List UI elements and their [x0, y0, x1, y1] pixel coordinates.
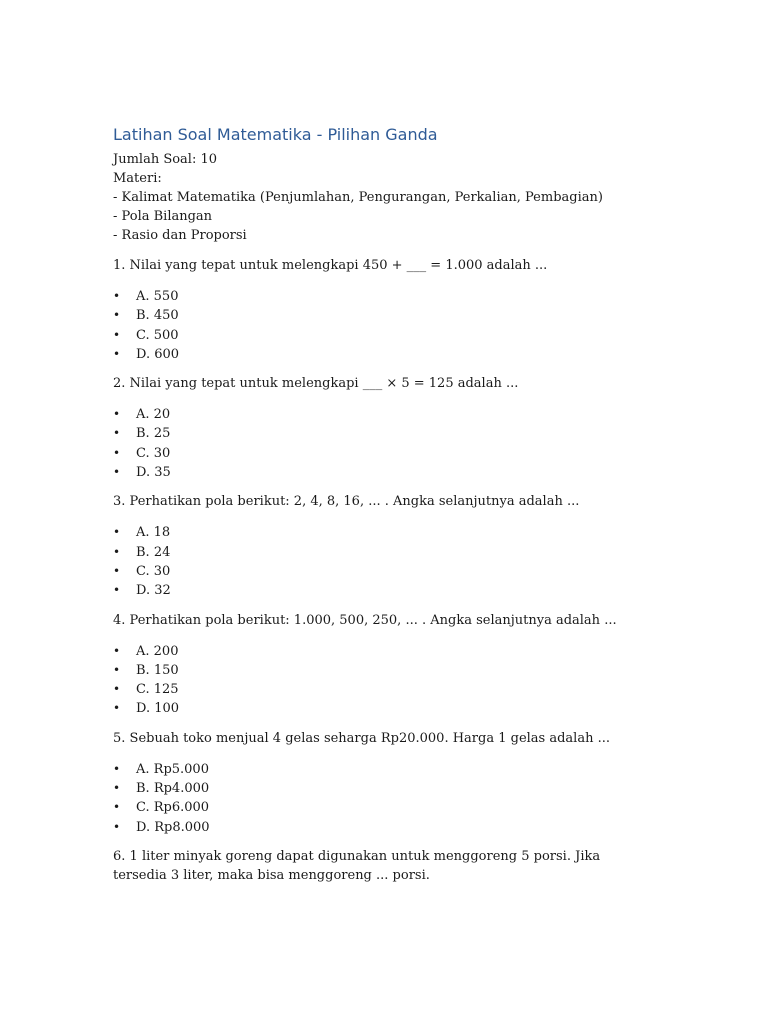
question-text: 6. 1 liter minyak goreng dapat digunakan untuk menggoreng 5 porsi. Jika tersedia 3 liter, maka bisa menggoreng ... porsi.: [113, 848, 601, 883]
option-label: B. 450: [136, 308, 179, 324]
option-label: A. Rp5.000: [136, 761, 209, 777]
option-item: [113, 345, 768, 364]
question-text: 2. Nilai yang tepat untuk melengkapi ___ × 5 = 125 adalah ...: [113, 376, 519, 392]
option-item: [113, 543, 768, 562]
option-label: B. 24: [136, 544, 171, 560]
option-item: [113, 642, 768, 661]
option-item: [113, 287, 768, 306]
question-text: 4. Perhatikan pola berikut: 1.000, 500, 250, ... . Angka selanjutnya adalah ...: [113, 612, 617, 628]
option-label: C. 30: [136, 445, 171, 461]
option-label: B. 150: [136, 662, 179, 678]
option-list: [113, 642, 768, 719]
option-label: D. 100: [136, 701, 180, 717]
bullet-icon: •: [113, 346, 121, 361]
option-item: [113, 798, 768, 817]
option-item: [113, 306, 768, 325]
bullet-icon: •: [113, 682, 121, 697]
question-count: Jumlah Soal: 10: [113, 152, 218, 167]
option-list: [113, 287, 768, 364]
meta-block: [113, 150, 768, 245]
bullet-icon: •: [113, 407, 121, 422]
option-item: [113, 326, 768, 345]
materi-item: - Kalimat Matematika (Penjumlahan, Pengurangan, Perkalian, Pembagian): [113, 190, 603, 205]
option-list: [113, 405, 768, 482]
bullet-icon: •: [113, 289, 121, 303]
materi-item: - Rasio dan Proporsi: [113, 228, 247, 243]
question-text: 3. Perhatikan pola berikut: 2, 4, 8, 16, ... . Angka selanjutnya adalah ...: [113, 494, 580, 510]
option-label: A. 20: [136, 407, 171, 423]
bullet-icon: •: [113, 643, 121, 658]
option-item: [113, 818, 768, 837]
option-label: A. 18: [136, 525, 171, 541]
bullet-icon: •: [113, 426, 121, 441]
option-item: [113, 699, 768, 718]
bullet-icon: •: [113, 525, 121, 540]
option-label: A. 200: [136, 643, 179, 659]
materi-label: Materi:: [113, 171, 162, 186]
option-label: D. 32: [136, 583, 171, 599]
option-list: [113, 760, 768, 837]
option-item: [113, 405, 768, 424]
option-item: [113, 779, 768, 798]
bullet-icon: •: [113, 800, 121, 815]
bullet-icon: •: [113, 662, 121, 677]
bullet-icon: •: [113, 327, 121, 342]
option-item: [113, 581, 768, 600]
option-label: B. Rp4.000: [136, 781, 210, 797]
option-item: [113, 680, 768, 699]
bullet-icon: •: [113, 701, 121, 716]
option-list: [113, 523, 768, 600]
bullet-icon: •: [113, 465, 121, 480]
document-title: Latihan Soal Matematika - Pilihan Ganda: [113, 125, 438, 144]
option-label: C. 500: [136, 327, 179, 343]
bullet-icon: •: [113, 308, 121, 323]
option-label: A. 550: [136, 289, 179, 304]
option-item: [113, 463, 768, 482]
option-label: D. 35: [136, 465, 171, 481]
option-label: C. Rp6.000: [136, 800, 210, 816]
option-item: [113, 523, 768, 542]
option-label: B. 25: [136, 426, 171, 442]
option-item: [113, 760, 768, 779]
bullet-icon: •: [113, 819, 121, 834]
bullet-icon: •: [113, 781, 121, 796]
question-text: 5. Sebuah toko menjual 4 gelas seharga Rp20.000. Harga 1 gelas adalah ...: [113, 730, 610, 746]
bullet-icon: •: [113, 445, 121, 460]
bullet-icon: •: [113, 583, 121, 598]
bullet-icon: •: [113, 544, 121, 559]
option-label: C. 30: [136, 563, 171, 579]
bullet-icon: •: [113, 761, 121, 776]
option-item: [113, 661, 768, 680]
option-item: [113, 444, 768, 463]
question-text: 1. Nilai yang tepat untuk melengkapi 450 + ___ = 1.000 adalah ...: [113, 258, 548, 273]
option-item: [113, 562, 768, 581]
option-label: D. Rp8.000: [136, 819, 210, 835]
materi-item: - Pola Bilangan: [113, 209, 213, 224]
option-label: C. 125: [136, 682, 179, 698]
option-item: [113, 424, 768, 443]
bullet-icon: •: [113, 563, 121, 578]
option-label: D. 600: [136, 346, 180, 362]
question-list: [113, 256, 768, 885]
